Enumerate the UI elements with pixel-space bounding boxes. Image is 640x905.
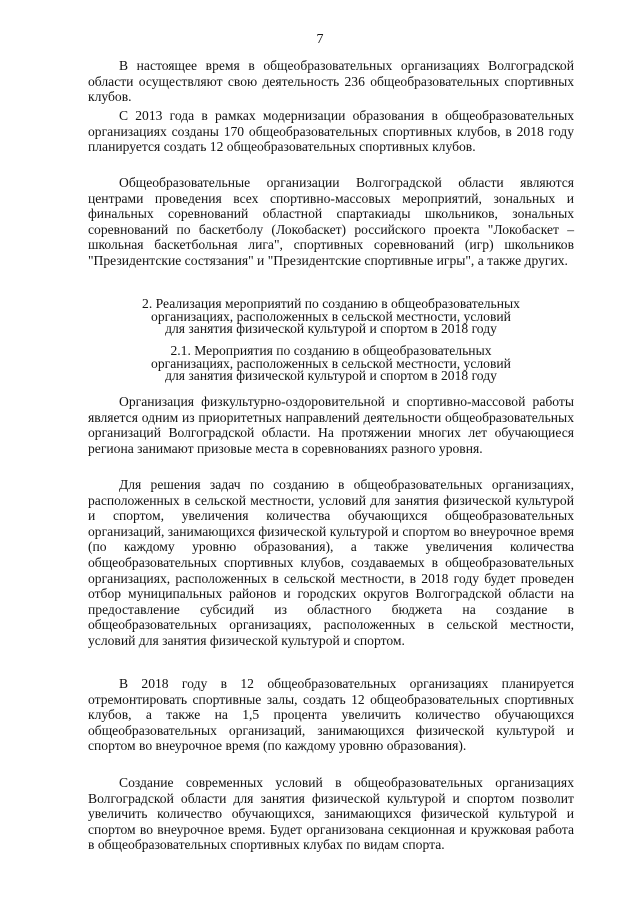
section-heading-2-1-line-1: 2.1. Мероприятия по созданию в общеобразовательных bbox=[170, 343, 492, 358]
page-number: 7 bbox=[316, 32, 324, 47]
section-heading-2-1-line-3: для занятия физической культурой и спортом в 2018 году bbox=[165, 368, 497, 383]
section-heading-2 bbox=[88, 298, 574, 336]
section-heading-2-line-2: организациях, расположенных в сельской местности, условий bbox=[151, 308, 511, 324]
section-heading-2-line-1: 2. Реализация мероприятий по созданию в общеобразовательных bbox=[142, 296, 520, 311]
section-heading-2-line-3: для занятия физической культурой и спортом в 2018 году bbox=[165, 321, 497, 336]
section-heading-2-1 bbox=[88, 345, 574, 383]
paragraph-subsidy-selection: Для решения задач по созданию в общеобразовательных организациях, расположенных в сельской местности, условий для занятия физической культурой и спортом, увеличения количества обучающихся общеобразовательных организаций, занимающихся физической культурой и спортом во внеурочное время (по каждому уровню образования), а также увеличения количества общеобразовательных спортивных клубов, создаваемых в общеобразовательных организациях, расположенных в сельской местности, в 2018 году будет проведен отбор муниципальных районов и городских округов Волгоградской области на предоставление субсидий из областного бюджета на создание в общеобразовательных организациях, расположенных в сельской местности, условий для занятия физической культурой и спортом. bbox=[88, 477, 574, 648]
paragraph-clubs-count: В настоящее время в общеобразовательных организациях Волгоградской области осуществляют свою деятельность 236 общеобразовательных спортивных клубов. bbox=[88, 58, 574, 105]
paragraph-competition-centers: Общеобразовательные организации Волгоградской области являются центрами проведения всех спортивно-массовых мероприятий, зональных и финальных соревнований областной спартакиады школьников, зональных соревнований по баскетболу (Локобаскет) российского проекта "Локобаскет – школьная баскетбольная лига", спортивных соревнований (игр) школьников "Президентские состязания" и "Президентские спортивные игры", а также других. bbox=[88, 175, 574, 268]
paragraph-modern-conditions: Создание современных условий в общеобразовательных организациях Волгоградской области для занятия физической культурой и спортом позволит увеличить количество обучающихся, занимающихся физической культурой и спортом во внеурочное время. Будет организована секционная и кружковая работа в общеобразовательных спортивных клубах по видам спорта. bbox=[88, 775, 574, 853]
paragraph-2018-plans: В 2018 году в 12 общеобразовательных организациях планируется отремонтировать спортивные залы, создать 12 общеобразовательных спортивных клубов, а также на 1,5 процента увеличить количество обучающихся общеобразовательных организаций, занимающихся физической культурой и спортом во внеурочное время (по каждому уровню образования). bbox=[88, 676, 574, 754]
section-heading-2-1-line-2: организациях, расположенных в сельской местности, условий bbox=[151, 355, 511, 371]
paragraph-sports-work: Организация физкультурно-оздоровительной и спортивно-массовой работы является одним из приоритетных направлений деятельности общеобразовательных организаций Волгоградской области. На протяжении многих лет обучающиеся региона занимают призовые места в соревнованиях разного уровня. bbox=[88, 394, 574, 456]
paragraph-clubs-since-2013: С 2013 года в рамках модернизации образования в общеобразовательных организациях созданы 170 общеобразовательных спортивных клубов, в 2018 году планируется создать 12 общеобразовательных спортивных клубов. bbox=[88, 108, 574, 155]
